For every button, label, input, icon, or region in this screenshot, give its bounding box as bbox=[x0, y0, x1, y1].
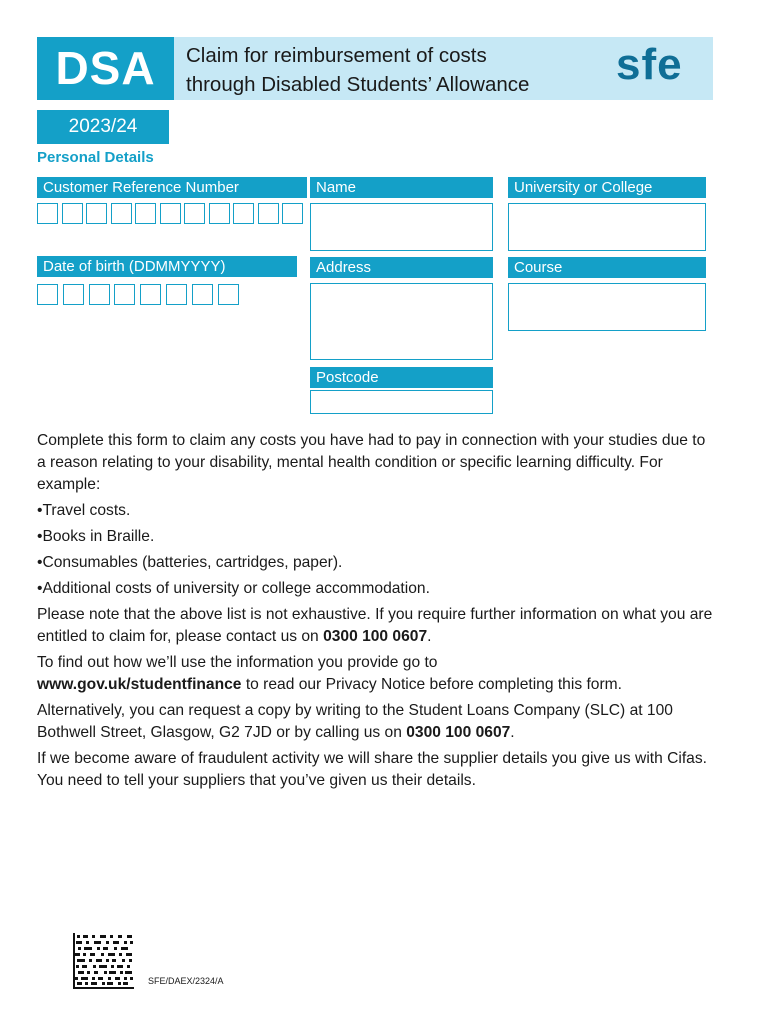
privacy-link[interactable]: www.gov.uk/studentfinance bbox=[37, 676, 242, 693]
list-item: •Travel costs. bbox=[37, 502, 131, 519]
privacy-text: To find out how we’ll use the information you provide go to bbox=[37, 654, 438, 671]
crn-digit-box[interactable] bbox=[258, 203, 279, 224]
list-item-text: Additional costs of university or college accommodation. bbox=[42, 580, 430, 597]
sfe-logo: sfe bbox=[616, 40, 683, 89]
dob-digit-box[interactable] bbox=[89, 284, 110, 305]
list-item-text: Consumables (batteries, cartridges, paper). bbox=[42, 554, 343, 571]
dob-digit-box[interactable] bbox=[218, 284, 239, 305]
body-text bbox=[37, 430, 717, 792]
form-title bbox=[186, 41, 529, 99]
address-label: Address bbox=[310, 257, 493, 278]
crn-digit-box[interactable] bbox=[209, 203, 230, 224]
list-item-text: Books in Braille. bbox=[42, 528, 155, 545]
crn-digit-box[interactable] bbox=[233, 203, 254, 224]
dob-digit-box[interactable] bbox=[166, 284, 187, 305]
crn-digit-box[interactable] bbox=[111, 203, 132, 224]
crn-digit-box[interactable] bbox=[37, 203, 58, 224]
list-item: •Additional costs of university or college accommodation. bbox=[37, 580, 430, 597]
alt-paragraph: Alternatively, you can request a copy by writing to the Student Loans Company (SLC) at 100 Bothwell Street, Glasgow, G2 7JD or by calling us on 0300 100 0607. bbox=[37, 702, 673, 741]
form-reference: SFE/DAEX/2324/A bbox=[148, 976, 224, 986]
privacy-text-2: to read our Privacy Notice before completing this form. bbox=[241, 676, 622, 693]
fraud-paragraph: If we become aware of fraudulent activity we will share the supplier details you give us with Cifas. You need to tell your suppliers that you’ve given us their details. bbox=[37, 750, 707, 789]
crn-digit-box[interactable] bbox=[184, 203, 205, 224]
name-field[interactable] bbox=[310, 203, 493, 251]
crn-digit-box[interactable] bbox=[62, 203, 83, 224]
datamatrix-code-icon bbox=[73, 933, 134, 989]
privacy-paragraph bbox=[37, 652, 717, 696]
crn-digit-box[interactable] bbox=[86, 203, 107, 224]
crn-digit-box[interactable] bbox=[135, 203, 156, 224]
alt-phone: 0300 100 0607 bbox=[406, 724, 511, 741]
university-label: University or College bbox=[508, 177, 706, 198]
form-title-line2: through Disabled Students’ Allowance bbox=[186, 73, 530, 96]
year-badge: 2023/24 bbox=[37, 110, 169, 144]
crn-input-group[interactable] bbox=[37, 203, 307, 224]
dob-label: Date of birth (DDMMYYYY) bbox=[37, 256, 297, 277]
list-item: •Books in Braille. bbox=[37, 528, 155, 545]
dob-input-group[interactable] bbox=[37, 284, 247, 305]
postcode-field[interactable] bbox=[310, 390, 493, 414]
form-title-line1: Claim for reimbursement of costs bbox=[186, 44, 487, 67]
university-field[interactable] bbox=[508, 203, 706, 251]
dob-digit-box[interactable] bbox=[192, 284, 213, 305]
dob-digit-box[interactable] bbox=[140, 284, 161, 305]
note-paragraph: Please note that the above list is not exhaustive. If you require further information on what you are entitled to claim for, please contact us on 0300 100 0607. bbox=[37, 606, 713, 645]
list-item-text: Travel costs. bbox=[42, 502, 131, 519]
address-field[interactable] bbox=[310, 283, 493, 360]
crn-label: Customer Reference Number bbox=[37, 177, 307, 198]
alt-text: Alternatively, you can request a copy by writing to the Student Loans Company (SLC) at 100 Bothwell Street, Glasgow, G2 7JD or by calling us on bbox=[37, 702, 673, 741]
dsa-badge: DSA bbox=[37, 37, 174, 100]
dob-digit-box[interactable] bbox=[63, 284, 84, 305]
intro-paragraph: Complete this form to claim any costs you have had to pay in connection with your studies due to a reason relating to your disability, mental health condition or specific learning difficulty. For example: bbox=[37, 432, 706, 493]
postcode-label: Postcode bbox=[310, 367, 493, 388]
note-text: Please note that the above list is not exhaustive. If you require further information on what you are entitled to claim for, please contact us on bbox=[37, 606, 713, 645]
example-list bbox=[37, 500, 717, 600]
dob-digit-box[interactable] bbox=[37, 284, 58, 305]
course-label: Course bbox=[508, 257, 706, 278]
section-title-personal-details: Personal Details bbox=[37, 149, 154, 166]
name-label: Name bbox=[310, 177, 493, 198]
course-field[interactable] bbox=[508, 283, 706, 331]
dob-digit-box[interactable] bbox=[114, 284, 135, 305]
crn-digit-box[interactable] bbox=[160, 203, 181, 224]
list-item: •Consumables (batteries, cartridges, paper). bbox=[37, 554, 343, 571]
crn-digit-box[interactable] bbox=[282, 203, 303, 224]
note-phone: 0300 100 0607 bbox=[323, 628, 428, 645]
